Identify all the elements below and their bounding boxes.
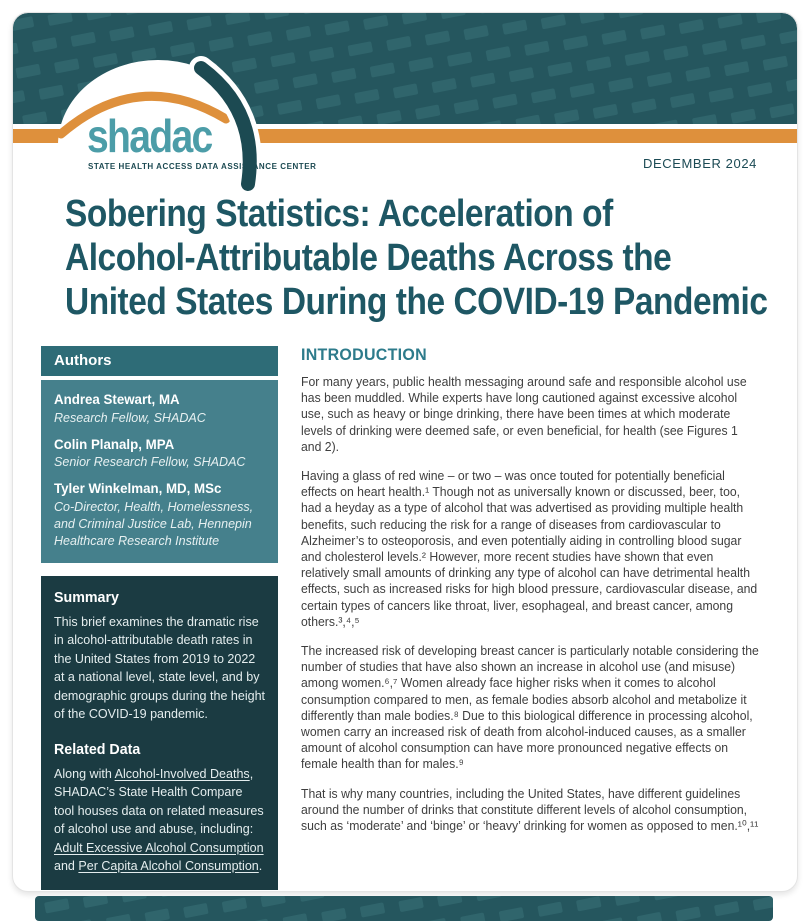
issue-date: DECEMBER 2024 (642, 156, 757, 171)
pattern-dash (598, 917, 624, 921)
pattern-dash (653, 896, 679, 901)
related-data-segment: and (54, 858, 79, 873)
pattern-dash (515, 115, 541, 124)
related-data-text (54, 765, 266, 876)
pattern-dash (647, 72, 673, 87)
sidebar (41, 346, 278, 890)
intro-paragraph: Having a glass of red wine – or two – was once touted for potentially beneficial effects on heart health.¹ Though not as universally known or discussed, beer, too, had a heyday as a type of alcohol that was advertised as providing multiple health benefits, such reducing the risk for a range of diseases from cardiovascular to Alzheimer’s to osteoporosis, and even potentially aiding in controlling blood sugar and cholesterol levels.² However, more recent studies have shown that even relatively small amounts of drinking any type of alcohol can have detrimental health effects, such as increased risks for high blood pressure, cardiovascular disease, and certain types of cancers like throat, liver, esophageal, and breast cancer, among others.³,⁴,⁵ (301, 468, 758, 629)
pattern-dash (270, 52, 296, 67)
logo-tagline: STATE HEALTH ACCESS DATA ASSISTANCE CENTER (88, 162, 317, 171)
pattern-dash (675, 906, 701, 921)
related-data-link[interactable]: Adult Excessive Alcohol Consumption (54, 839, 264, 855)
pattern-dash (44, 898, 70, 913)
pattern-dash (615, 896, 641, 906)
pattern-dash (282, 913, 308, 921)
authors-block (41, 380, 278, 563)
author-role: Co-Director, Health, Homelessness, and Criminal Justice Lab, Hennepin Healthcare Research Institute (54, 498, 254, 548)
pattern-dash (67, 919, 93, 921)
pattern-dash (769, 103, 795, 118)
related-data-heading: Related Data (54, 740, 141, 758)
pattern-dash (640, 24, 666, 39)
pattern-dash (286, 26, 312, 41)
author-entry (54, 436, 266, 471)
pattern-dash (109, 26, 135, 41)
pattern-dash (679, 19, 705, 34)
intro-paragraph: The increased risk of developing breast cancer is particularly notable considering the number of studies that have also shown an increase in alcohol use (and misuse) among women.⁶,⁷ Women already face higher risks when it comes to alcohol consumption compared to men, as female bodies absorb alcohol and metabolize it differently than male bodies.⁸ Due to this biological difference in processing alcohol, women carry an increased risk of death from alcohol-induced causes, as a smaller amount of alcohol consumption can have more pronounced negative effects on female health than for males.⁹ (301, 643, 759, 772)
pattern-dash (421, 918, 447, 921)
document-title-line: Sobering Statistics: Acceleration of (65, 193, 613, 235)
pattern-dash (524, 41, 550, 56)
pattern-dash (47, 13, 73, 26)
authors-heading: Authors (41, 346, 278, 376)
pattern-dash (244, 919, 270, 921)
pattern-dash (685, 66, 711, 81)
pattern-dash (264, 13, 290, 20)
related-data-link[interactable]: Per Capita Alcohol Consumption (78, 858, 259, 873)
pattern-dash (425, 30, 451, 45)
pattern-dash (477, 120, 503, 124)
pattern-dash (618, 13, 644, 19)
pattern-dash (125, 13, 151, 15)
pattern-dash (670, 93, 696, 108)
pattern-dash (386, 36, 412, 51)
document-title-line: United States During the COVID-19 Pandemic (65, 281, 768, 323)
pattern-dash (747, 82, 773, 97)
pattern-dash (724, 61, 750, 76)
pattern-dash (70, 32, 96, 47)
document-title (65, 192, 769, 324)
pattern-dash (440, 13, 466, 19)
pattern-dash (714, 901, 740, 916)
pattern-dash (563, 35, 589, 50)
pattern-dash (208, 36, 234, 51)
pattern-dash (402, 13, 428, 25)
pattern-dash (779, 29, 797, 44)
related-data-link[interactable]: Alcohol-Involved Deaths (114, 765, 250, 781)
pattern-dash (586, 56, 612, 71)
pattern-dash (309, 47, 335, 62)
pattern-dash (569, 83, 595, 98)
pattern-dash (106, 914, 132, 921)
pattern-dash (447, 51, 473, 66)
summary-text: This brief examines the dramatic rise in alcohol-attributable death rates in the United States from 2019 to 2022 at a national level, state level, and by demographic groups during the height of the COVID-19 pandemic. (54, 613, 266, 721)
pattern-dash (32, 37, 58, 52)
pattern-dash (479, 13, 505, 14)
pattern-dash (794, 13, 797, 18)
pattern-dash (354, 89, 380, 104)
pattern-dash (753, 896, 773, 911)
pattern-dash (460, 912, 486, 921)
pattern-dash (13, 90, 26, 105)
pattern-dash (376, 110, 402, 124)
pattern-dash (576, 896, 602, 911)
pattern-dash (653, 119, 679, 124)
pattern-dash (398, 897, 424, 912)
pattern-dash (454, 99, 480, 114)
pattern-dash (708, 87, 734, 102)
pattern-dash (292, 73, 318, 88)
pattern-dash (692, 114, 718, 124)
author-name: Colin Planalp, MPA (54, 435, 175, 452)
pattern-dash (579, 13, 605, 24)
pattern-dash (502, 19, 528, 34)
pattern-dash (347, 41, 373, 56)
related-data-segment: . (258, 858, 263, 873)
pattern-dash (663, 45, 689, 60)
pattern-dash (247, 31, 273, 46)
pattern-dash (86, 13, 112, 21)
pattern-dash (13, 16, 34, 31)
pattern-dash (740, 34, 766, 49)
pattern-dash (299, 121, 325, 124)
pattern-dash (83, 896, 109, 908)
related-data-segment: Along with (54, 765, 115, 781)
pattern-dash (148, 21, 174, 36)
pattern-dash (144, 908, 170, 921)
pattern-dash (299, 896, 325, 902)
author-role: Research Fellow, SHADAC (54, 409, 206, 425)
pattern-dash (631, 98, 657, 113)
pattern-dash (637, 912, 663, 921)
document-title-line: Alcohol-Attributable Deaths Across the (65, 237, 672, 279)
summary-heading: Summary (54, 588, 119, 606)
pattern-dash (393, 83, 419, 98)
author-entry (54, 391, 266, 426)
pattern-dash (302, 13, 328, 14)
pattern-dash (702, 40, 728, 55)
pattern-dash (601, 30, 627, 45)
pattern-dash (338, 896, 364, 897)
footer-band (35, 896, 773, 921)
pattern-dash (786, 77, 797, 92)
pattern-dash (22, 111, 48, 124)
pattern-dash (222, 897, 248, 912)
pattern-dash (624, 51, 650, 66)
authors-list (54, 391, 266, 549)
related-data-segment: , SHADAC’s State Health Compare tool houses data on related measures of alcohol use and abuse, including: (54, 765, 264, 836)
pattern-dash (499, 907, 525, 921)
pattern-dash (321, 908, 347, 921)
pattern-dash (363, 15, 389, 30)
page-card (12, 12, 798, 892)
pattern-dash (547, 62, 573, 77)
pattern-dash (183, 903, 209, 918)
pattern-dash (756, 13, 782, 23)
pattern-dash (160, 896, 186, 897)
logo-wordmark: shadac (87, 110, 212, 162)
intro-paragraph: That is why many countries, including the United States, have different guidelines around the number of drinks that constitute different levels of alcohol consumption, such as ‘moderate’ and ‘binge’ or ‘heavy’ drinking for women as opposed to men.¹⁰,¹¹ (301, 785, 759, 834)
pattern-dash (554, 109, 580, 124)
pattern-dash (541, 14, 567, 29)
pattern-dash (485, 46, 511, 61)
summary-block (41, 576, 278, 890)
pattern-dash (370, 62, 396, 77)
pattern-dash (531, 88, 557, 103)
pattern-dash (15, 64, 41, 79)
pattern-dash (260, 896, 286, 907)
author-name: Tyler Winkelman, MD, MSc (54, 480, 222, 496)
pattern-dash (463, 25, 489, 40)
pattern-dash (316, 94, 342, 109)
pattern-dash (762, 56, 788, 71)
pattern-dash (338, 115, 364, 124)
pattern-dash (437, 896, 463, 907)
pattern-dash (324, 20, 350, 35)
main-column (301, 345, 761, 847)
pattern-dash (186, 15, 212, 30)
footer-pattern (35, 896, 773, 921)
pattern-dash (537, 902, 563, 917)
pattern-dash (13, 43, 19, 58)
introduction-body (301, 374, 761, 834)
pattern-dash (431, 78, 457, 93)
pattern-dash (509, 67, 535, 82)
pattern-dash (593, 104, 619, 119)
author-name: Andrea Stewart, MA (54, 391, 180, 407)
pattern-dash (225, 13, 251, 25)
pattern-dash (277, 100, 303, 115)
pattern-dash (121, 896, 147, 903)
intro-paragraph: For many years, public health messaging around safe and responsible alcohol use has been muddled. While experts have long cautioned against excessive alcohol use, such as heavy or binge drinking, there have been times at which moderate levels of drinking were deemed safe, or even beneficial, for health (see Figures 1 and 2). (301, 374, 747, 454)
pattern-dash (717, 13, 743, 28)
pattern-dash (476, 896, 502, 901)
pattern-dash (415, 104, 441, 119)
pattern-dash (408, 57, 434, 72)
pattern-dash (492, 94, 518, 109)
pattern-dash (470, 72, 496, 87)
pattern-dash (731, 109, 757, 124)
author-role: Senior Research Fellow, SHADAC (54, 454, 246, 469)
pattern-dash (608, 77, 634, 92)
pattern-dash (331, 68, 357, 83)
author-entry (54, 480, 266, 549)
introduction-heading: INTRODUCTION (301, 345, 427, 364)
pattern-dash (360, 902, 386, 917)
